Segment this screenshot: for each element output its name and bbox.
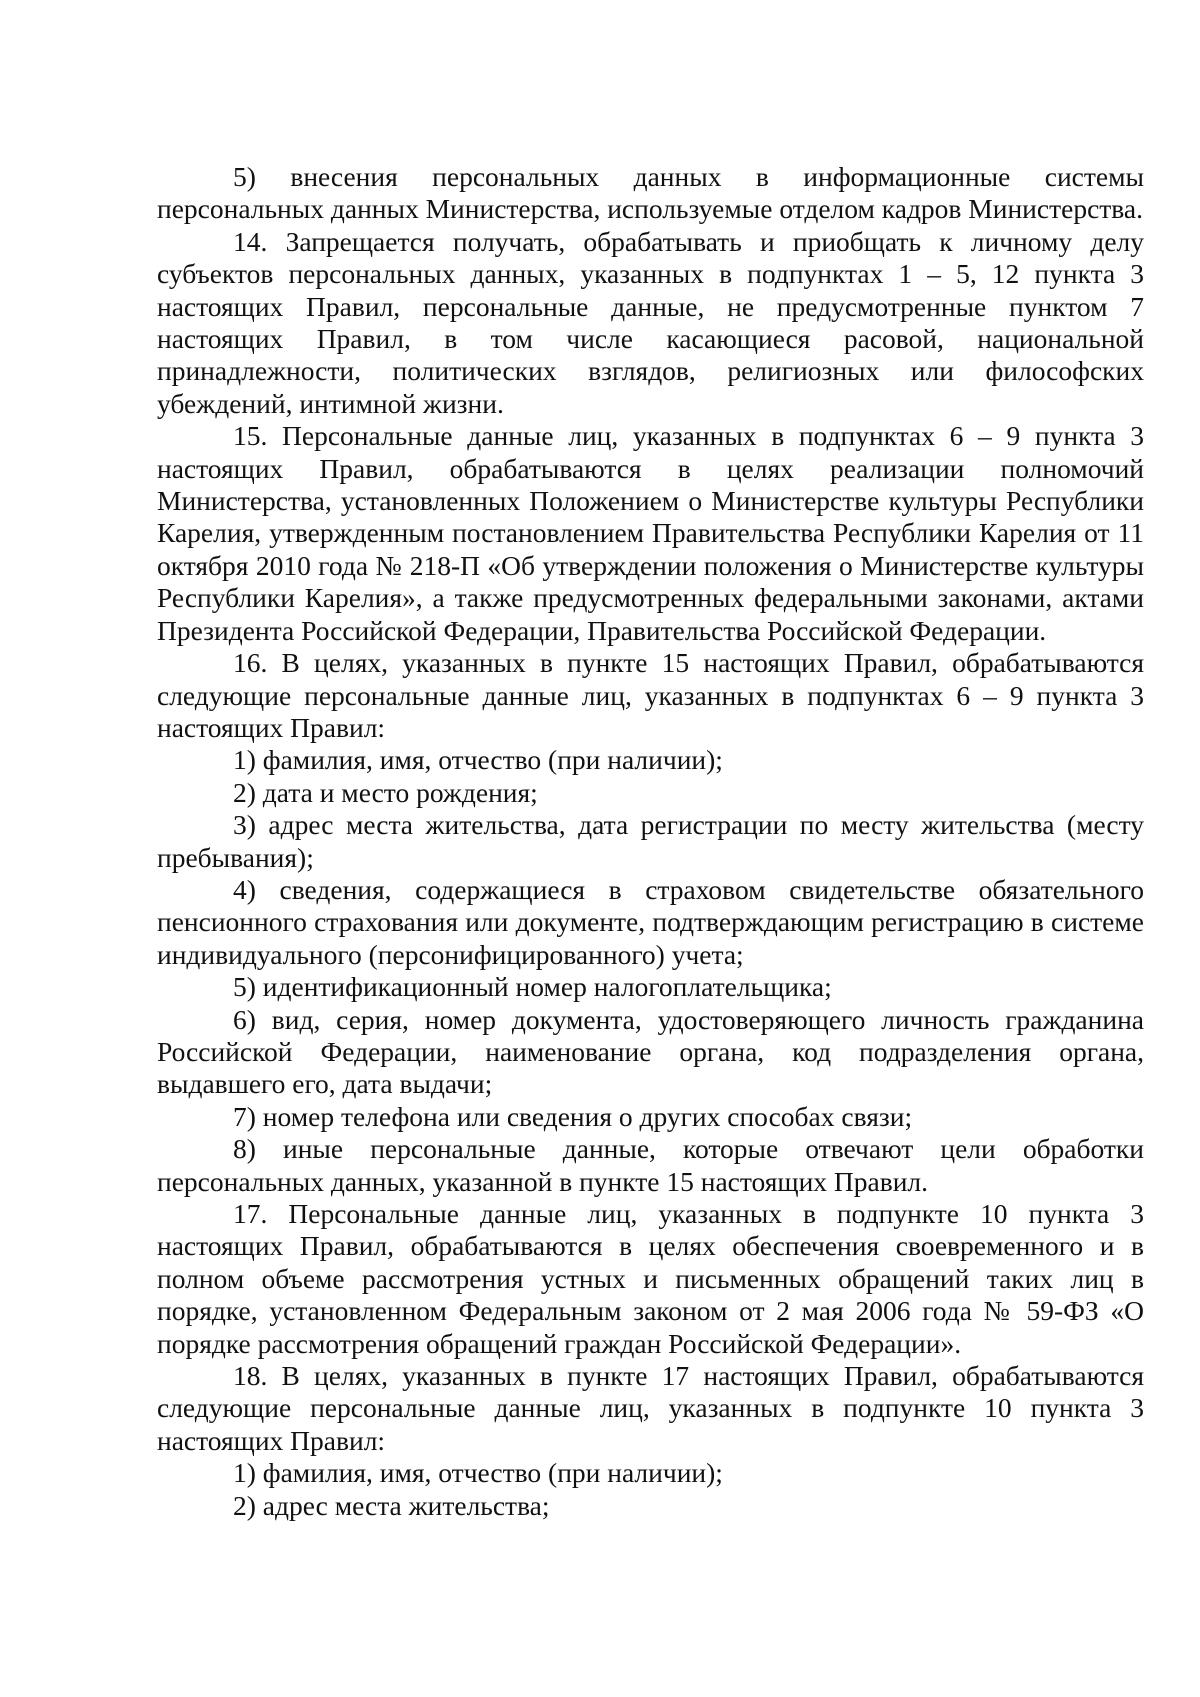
list-item-16-5: 5) идентификационный номер налогоплательщика; <box>233 971 832 1003</box>
document-body <box>157 161 1144 1522</box>
paragraph-14: 14. Запрещается получать, обрабатывать и приобщать к личному делу субъектов персональных данных, указанных в подпунктах 1 – 5, 12 пункта 3 настоящих Правил, персональные данные, не предусмотренные пунктом 7 настоящих Правил, в том числе касающиеся расовой, национальной принадлежности, политических взглядов, религиозных или философских убеждений, интимной жизни. <box>157 225 1144 419</box>
paragraph-18: 18. В целях, указанных в пункте 17 настоящих Правил, обрабатываются следующие персональные данные лиц, указанных в подпункте 10 пункта 3 настоящих Правил: <box>157 1360 1144 1456</box>
subitem-5-hr-systems: 5) внесения персональных данных в информационные системы персональных данных Министерства, используемые отделом кадров Министерства. <box>157 161 1144 225</box>
paragraph-17: 17. Персональные данные лиц, указанных в подпункте 10 пункта 3 настоящих Правил, обрабатываются в целях обеспечения своевременного и в полном объеме рассмотрения устных и письменных обращений таких лиц в порядке, установленном Федеральным законом от 2 мая 2006 года № 59-ФЗ «О порядке рассмотрения обращений граждан Российской Федерации». <box>157 1198 1144 1359</box>
list-item-16-3: 3) адрес места жительства, дата регистрации по месту жительства (месту пребывания); <box>157 809 1144 873</box>
list-item-18-2: 2) адрес места жительства; <box>233 1489 550 1521</box>
list-item-18-1: 1) фамилия, имя, отчество (при наличии); <box>233 1457 723 1489</box>
list-item-16-2: 2) дата и место рождения; <box>233 776 538 808</box>
paragraph-15: 15. Персональные данные лиц, указанных в подпунктах 6 – 9 пункта 3 настоящих Правил, обрабатываются в целях реализации полномочий Министерства, установленных Положением о Министерстве культуры Республики Карелия, утвержденным постановлением Правительства Республики Карелия от 11 октября 2010 года № 218-П «Об утверждении положения о Министерстве культуры Республики Карелия», а также предусмотренных федеральными законами, актами Президента Российской Федерации, Правительства Российской Федерации. <box>157 420 1144 646</box>
list-item-16-4: 4) сведения, содержащиеся в страховом свидетельстве обязательного пенсионного страхования или документе, подтверждающим регистрацию в системе индивидуального (персонифицированного) учета; <box>157 873 1144 970</box>
list-item-16-8: 8) иные персональные данные, которые отвечают цели обработки персональных данных, указанной в пункте 15 настоящих Правил. <box>157 1133 1144 1197</box>
list-item-16-1: 1) фамилия, имя, отчество (при наличии); <box>233 744 723 776</box>
list-item-16-6: 6) вид, серия, номер документа, удостоверяющего личность гражданина Российской Федерации, наименование органа, код подразделения органа, выдавшего его, дата выдачи; <box>157 1003 1144 1100</box>
list-item-16-7: 7) номер телефона или сведения о других способах связи; <box>233 1100 913 1132</box>
paragraph-16: 16. В целях, указанных в пункте 15 настоящих Правил, обрабатываются следующие персональные данные лиц, указанных в подпунктах 6 – 9 пункта 3 настоящих Правил: <box>157 647 1144 743</box>
